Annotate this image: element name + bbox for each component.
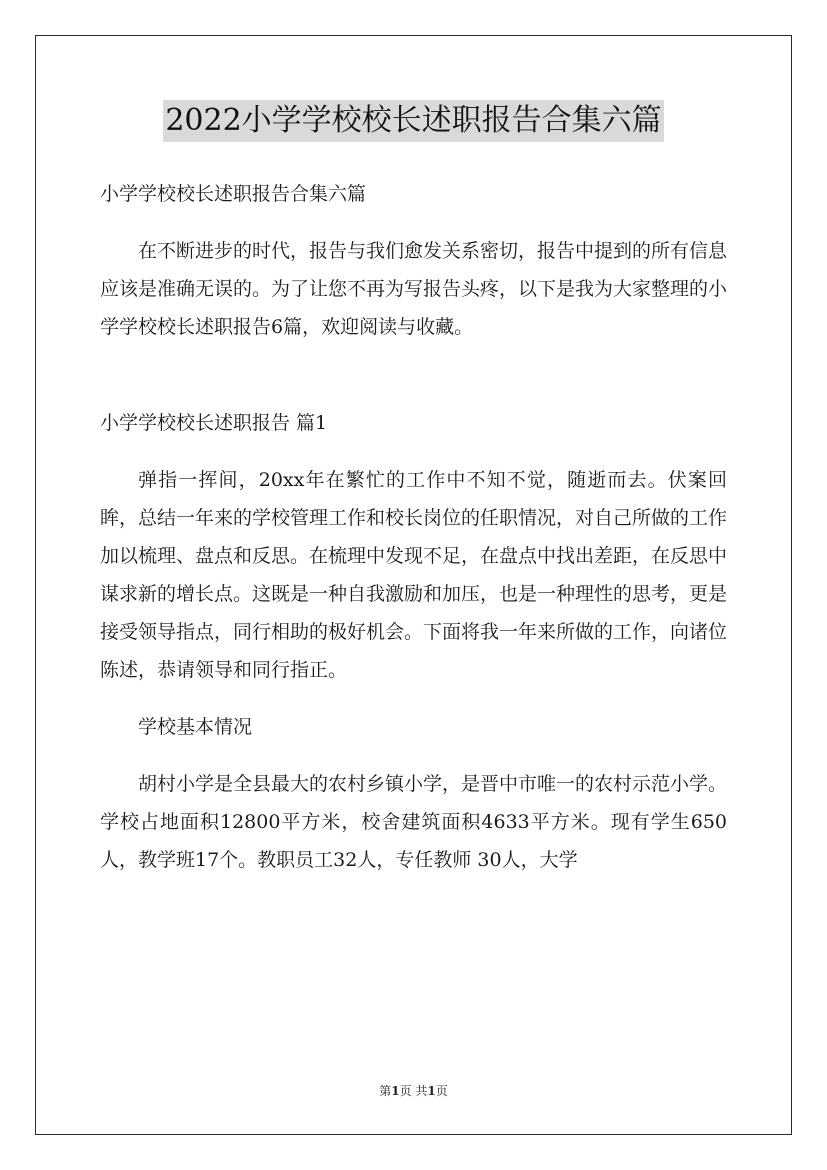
footer-prefix: 第 (379, 1084, 392, 1098)
document-title: 2022小学学校校长述职报告合集六篇 (163, 100, 663, 142)
footer-page-current: 1 (391, 1084, 400, 1098)
section-paragraph-2: 胡村小学是全县最大的农村乡镇小学，是晋中市唯一的农村示范小学。学校占地面积12800平方米，校舍建筑面积4633平方米。现有学生650人，教学班17个。教职员工32人，专任教师 30人，大学 (100, 773, 728, 871)
section-heading: 小学学校校长述职报告 篇1 (100, 412, 328, 434)
document-body (100, 175, 727, 898)
title-wrap (0, 100, 827, 142)
page-footer (0, 1083, 827, 1099)
footer-mid: 页 共 (399, 1084, 428, 1098)
footer-suffix: 页 (435, 1084, 448, 1098)
section-paragraph: 弹指一挥间，20xx年在繁忙的工作中不知不觉，随逝而去。伏案回眸，总结一年来的学校管理工作和校长岗位的任职情况，对自己所做的工作加以梳理、盘点和反思。在梳理中发现不足，在盘点中找出差距，在反思中谋求新的增长点。这既是一种自我激励和加压，也是一种理性的思考，更是接受领导指点，同行相助的极好机会。下面将我一年来所做的工作，向诸位陈述，恭请领导和同行指正。 (100, 469, 728, 681)
intro-paragraph: 在不断进步的时代，报告与我们愈发关系密切，报告中提到的所有信息应该是准确无误的。为了让您不再为写报告头疼，以下是我为大家整理的小学学校校长述职报告6篇，欢迎阅读与收藏。 (100, 240, 728, 338)
footer-page-total: 1 (427, 1084, 436, 1098)
document-subtitle: 小学学校校长述职报告合集六篇 (100, 183, 367, 205)
sub-heading: 学校基本情况 (138, 716, 253, 738)
